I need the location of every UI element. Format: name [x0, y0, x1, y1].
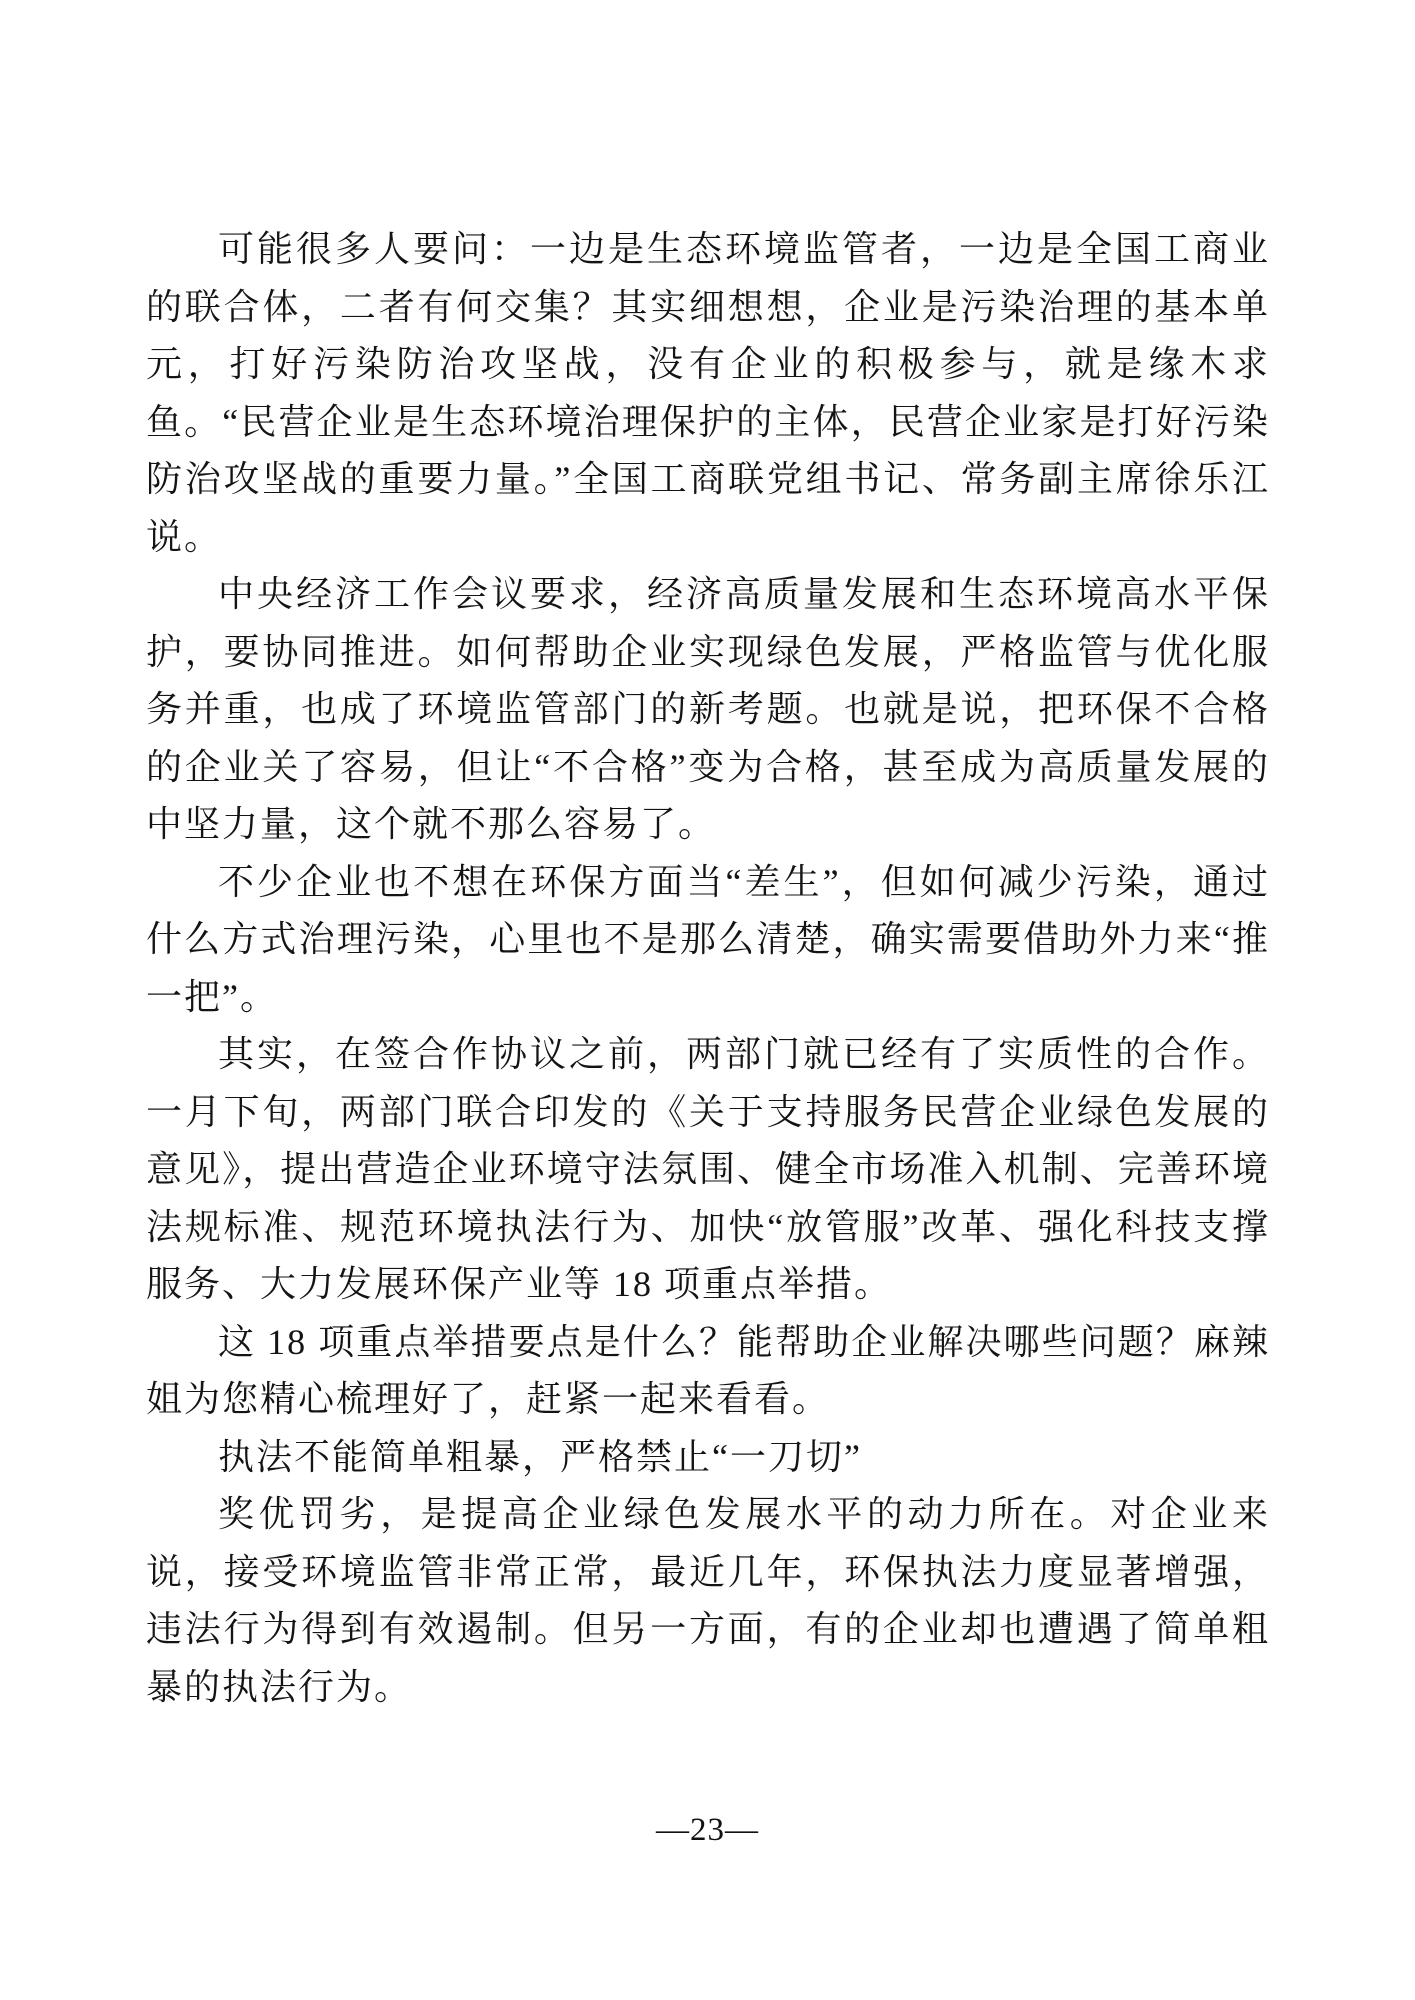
paragraph: 其实，在签合作协议之前，两部门就已经有了实质性的合作。一月下旬，两部门联合印发的《关于支持服务民营企业绿色发展的意见》，提出营造企业环境守法氛围、健全市场准入机制、完善环境法规标准、规范环境执法行为、加快“放管服”改革、强化科技支撑服务、大力发展环保产业等 18 项重点举措。 [146, 1034, 1270, 1304]
page-number: —23— [656, 1812, 759, 1848]
paragraph: 这 18 项重点举措要点是什么？能帮助企业解决哪些问题？麻辣姐为您精心梳理好了，赶紧一起来看看。 [146, 1321, 1270, 1419]
section-heading: 执法不能简单粗暴，严格禁止“一刀切” [218, 1436, 862, 1477]
paragraph: 中央经济工作会议要求，经济高质量发展和生态环境高水平保护，要协同推进。如何帮助企业实现绿色发展，严格监管与优化服务并重，也成了环境监管部门的新考题。也就是说，把环保不合格的企业关了容易，但让“不合格”变为合格，甚至成为高质量发展的中坚力量，这个就不那么容易了。 [146, 574, 1270, 844]
paragraph: 不少企业也不想在环保方面当“差生”，但如何减少污染，通过什么方式治理污染，心里也不是那么清楚，确实需要借助外力来“推一把”。 [146, 861, 1270, 1017]
paragraph: 奖优罚劣，是提高企业绿色发展水平的动力所在。对企业来说，接受环境监管非常正常，最近几年，环保执法力度显著增强，违法行为得到有效遏制。但另一方面，有的企业却也遭遇了简单粗暴的执法行为。 [146, 1494, 1270, 1707]
paragraph: 可能很多人要问：一边是生态环境监管者，一边是全国工商业的联合体，二者有何交集？其实细想想，企业是污染治理的基本单元，打好污染防治攻坚战，没有企业的积极参与，就是缘木求鱼。“民营企业是生态环境治理保护的主体，民营企业家是打好污染防治攻坚战的重要力量。”全国工商联党组书记、常务副主席徐乐江说。 [146, 229, 1270, 557]
text-body [146, 221, 1270, 1716]
